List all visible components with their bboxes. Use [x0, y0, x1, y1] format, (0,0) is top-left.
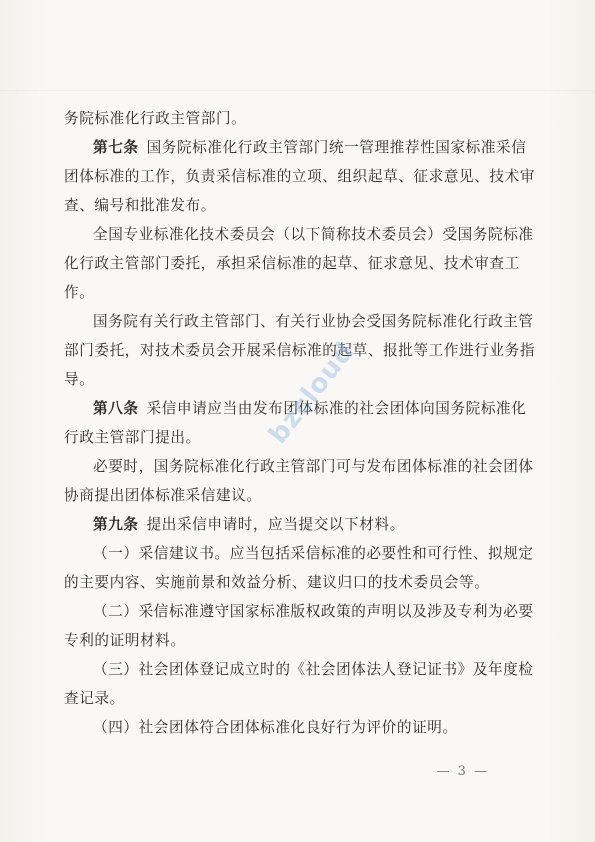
- paragraph-text: 国务院标准化行政主管部门统一管理推荐性国家标准采信团体标准的工作，负责采信标准的立项、组织起草、征求意见、技术审查、编号和批准发布。: [64, 139, 536, 214]
- paragraph: [64, 452, 540, 510]
- paragraph-text: 全国专业标准化技术委员会（以下简称技术委员会）受国务院标准化行政主管部门委托，承担采信标准的起草、征求意见、技术审查工作。: [64, 226, 534, 301]
- scan-artifact: [0, 90, 595, 91]
- paragraph-text: 国务院有关行政主管部门、有关行业协会受国务院标准化行政主管部门委托，对技术委员会开展采信标准的起草、报批等工作进行业务指导。: [64, 313, 536, 388]
- paragraph-text: （一）采信建议书。应当包括采信标准的必要性和可行性、拟规定的主要内容、实施前景和效益分析、建议归口的技术委员会等。: [64, 545, 534, 591]
- paragraph-text: 提出采信申请时，应当提交以下材料。: [146, 516, 405, 533]
- article-number: 第九条: [93, 516, 139, 533]
- paragraph-text: 必要时，国务院标准化行政主管部门可与发布团体标准的社会团体协商提出团体标准采信建议。: [64, 458, 534, 504]
- page-number: — 3 —: [436, 764, 489, 779]
- article-number: 第八条: [93, 400, 139, 417]
- list-item-4: [64, 713, 540, 742]
- paragraph-text: 务院标准化行政主管部门。: [64, 110, 247, 127]
- article-9: [64, 510, 540, 539]
- paragraph-continuation: [64, 104, 540, 133]
- list-item-3: [64, 655, 540, 713]
- article-number: 第七条: [93, 139, 139, 156]
- paragraph-text: （四）社会团体符合团体标准化良好行为评价的证明。: [93, 719, 458, 736]
- paragraph-text: 采信申请应当由发布团体标准的社会团体向国务院标准化行政主管部门提出。: [64, 400, 527, 446]
- article-7: [64, 133, 540, 220]
- list-item-1: [64, 539, 540, 597]
- list-item-2: [64, 597, 540, 655]
- paragraph-text: （三）社会团体登记成立时的《社会团体法人登记证书》及年度检查记录。: [64, 661, 534, 707]
- paragraph: [64, 220, 540, 307]
- watermark-text: bzcloud: [263, 336, 361, 450]
- paragraph-text: （二）采信标准遵守国家标准版权政策的声明以及涉及专利为必要专利的证明材料。: [64, 603, 534, 649]
